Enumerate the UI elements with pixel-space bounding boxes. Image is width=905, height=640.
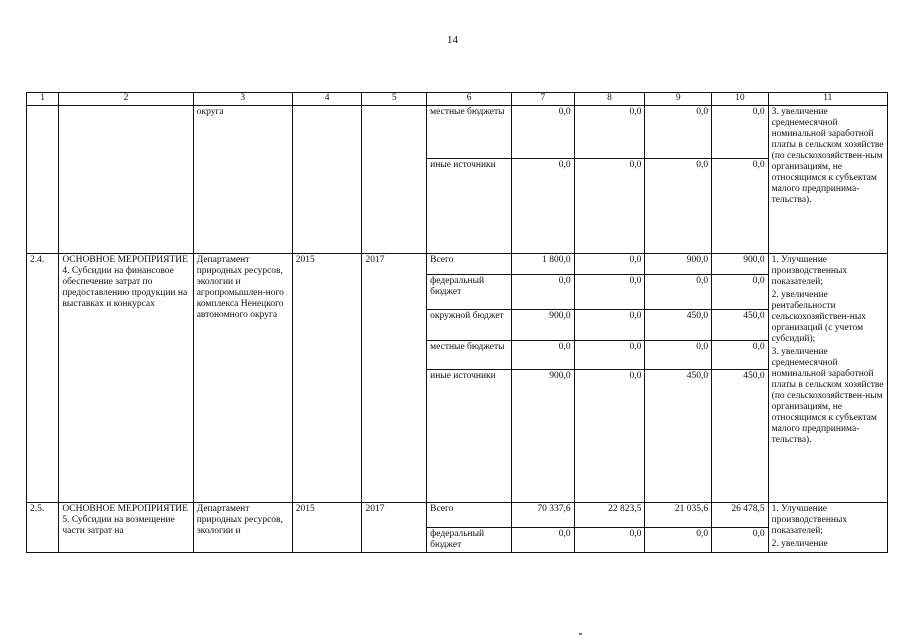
- source-cell: местные бюджеты: [427, 106, 512, 159]
- source-cell: окружной бюджет: [427, 310, 512, 341]
- results-cell: [768, 254, 887, 503]
- source-cell: федеральный бюджет: [427, 275, 512, 310]
- value-cell: 70 337,6: [512, 503, 575, 528]
- activity-title: ОСНОВНОЕ МЕРОПРИЯТИЕ 4. Субсидии на финансовое обеспечение затрат по предоставлению продукции на выставках и конкурсах: [59, 254, 193, 503]
- col-header: 7: [512, 93, 575, 106]
- value-cell: 21 035,6: [645, 503, 712, 528]
- start-year: 2015: [292, 254, 362, 503]
- col-header: 6: [427, 93, 512, 106]
- col-header: 4: [292, 93, 362, 106]
- value-cell: 0,0: [712, 159, 769, 254]
- page-number: 14: [447, 34, 458, 46]
- result-item: 2. увеличение рентабельности сельскохозяйствен-ных организаций (с учетом субсидий);: [771, 290, 866, 344]
- source-cell: иные источники: [427, 370, 512, 503]
- value-cell: 0,0: [574, 341, 645, 370]
- value-cell: 0,0: [645, 159, 712, 254]
- value-cell: 0,0: [574, 528, 645, 553]
- scan-speck: [579, 633, 582, 635]
- value-cell: 0,0: [574, 275, 645, 310]
- row-number: 2.4.: [27, 254, 59, 503]
- source-cell: Всего: [427, 503, 512, 528]
- value-cell: 900,0: [512, 370, 575, 503]
- value-cell: 1 800,0: [512, 254, 575, 275]
- source-cell: Всего: [427, 254, 512, 275]
- table-row: [27, 106, 888, 159]
- value-cell: 0,0: [712, 106, 769, 159]
- source-cell: местные бюджеты: [427, 341, 512, 370]
- value-cell: 450,0: [645, 370, 712, 503]
- executor-cell: округа: [193, 106, 292, 254]
- value-cell: 0,0: [645, 528, 712, 553]
- value-cell: 0,0: [512, 159, 575, 254]
- start-year: 2015: [292, 503, 362, 553]
- value-cell: 0,0: [574, 159, 645, 254]
- source-cell: иные источники: [427, 159, 512, 254]
- value-cell: 0,0: [574, 310, 645, 341]
- executor-cell: Департамент природных ресурсов, экологии и: [193, 503, 292, 553]
- results-cell: [768, 503, 887, 553]
- cell-empty: [27, 106, 59, 254]
- col-header: 10: [712, 93, 769, 106]
- value-cell: 0,0: [512, 106, 575, 159]
- result-item: 3. увеличение среднемесячной номинальной заработной платы в сельском хозяйстве (по сельскохозяйствен-ным организациям, не относящимся к субъектам малого предпринима-тельства).: [771, 347, 884, 445]
- value-cell: 0,0: [512, 275, 575, 310]
- row-number: 2.5.: [27, 503, 59, 553]
- col-header: 3: [193, 93, 292, 106]
- value-cell: 0,0: [512, 341, 575, 370]
- col-header: 5: [362, 93, 427, 106]
- col-header: 9: [645, 93, 712, 106]
- value-cell: 450,0: [712, 370, 769, 503]
- source-cell: федеральный бюджет: [427, 528, 512, 553]
- value-cell: 0,0: [574, 254, 645, 275]
- value-cell: 0,0: [574, 370, 645, 503]
- header-row: [27, 93, 888, 106]
- cell-empty: [362, 106, 427, 254]
- table-row: [27, 503, 888, 528]
- program-table: [26, 92, 888, 553]
- value-cell: 26 478,5: [712, 503, 769, 528]
- result-item: 2. увеличение: [771, 539, 828, 549]
- value-cell: 900,0: [512, 310, 575, 341]
- result-item: 1. Улучшение производственных показателей;: [771, 255, 848, 287]
- col-header: 11: [768, 93, 887, 106]
- value-cell: 0,0: [712, 275, 769, 310]
- value-cell: 22 823,5: [574, 503, 645, 528]
- end-year: 2017: [362, 254, 427, 503]
- executor-cell: Департамент природных ресурсов, экологии и агропромышлен-ного комплекса Ненецкого автономного округа: [193, 254, 292, 503]
- value-cell: 900,0: [645, 254, 712, 275]
- col-header: 8: [574, 93, 645, 106]
- end-year: 2017: [362, 503, 427, 553]
- cell-empty: [292, 106, 362, 254]
- value-cell: 0,0: [512, 528, 575, 553]
- activity-title: ОСНОВНОЕ МЕРОПРИЯТИЕ 5. Субсидии на возмещение части затрат на: [59, 503, 193, 553]
- table-row: [27, 254, 888, 275]
- results-cell: 3. увеличение среднемесячной номинальной заработной платы в сельском хозяйстве (по сельскохозяйствен-ным организациям, не относящимся к субъектам малого предпринима-тельства).: [768, 106, 887, 254]
- value-cell: 0,0: [645, 341, 712, 370]
- value-cell: 450,0: [712, 310, 769, 341]
- cell-empty: [59, 106, 193, 254]
- value-cell: 900,0: [712, 254, 769, 275]
- value-cell: 450,0: [645, 310, 712, 341]
- col-header: 1: [27, 93, 59, 106]
- col-header: 2: [59, 93, 193, 106]
- value-cell: 0,0: [645, 275, 712, 310]
- value-cell: 0,0: [712, 528, 769, 553]
- result-item: 1. Улучшение производственных показателей;: [771, 504, 848, 536]
- value-cell: 0,0: [712, 341, 769, 370]
- value-cell: 0,0: [645, 106, 712, 159]
- value-cell: 0,0: [574, 106, 645, 159]
